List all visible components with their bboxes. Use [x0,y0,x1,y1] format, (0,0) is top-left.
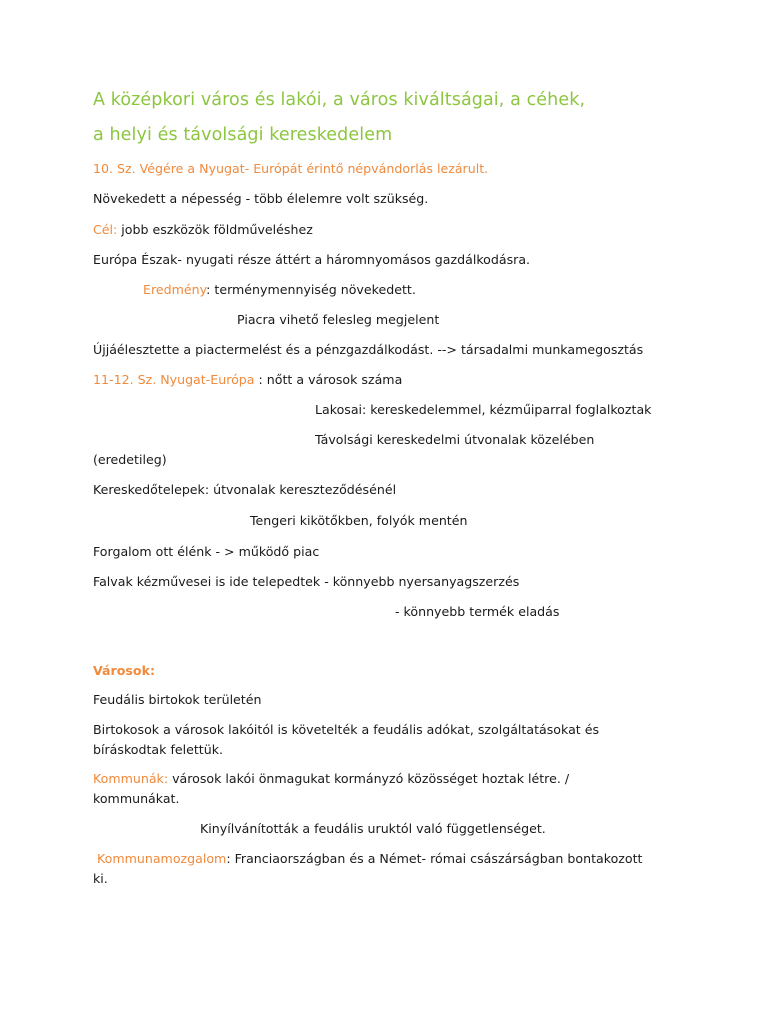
title-line-2: a helyi és távolsági kereskedelem [93,125,393,145]
text-line: ki. [93,871,108,886]
label-kommunamozgalom: Kommunamozgalom [97,851,227,866]
text-span: városok lakói önmagukat kormányzó közösséget hoztak létre. / [168,771,570,786]
label-century: 11-12. Sz. Nyugat-Európa [93,372,255,387]
text-line: bíráskodtak felettük. [93,742,224,757]
text-line [93,769,569,789]
text-line: Távolsági kereskedelmi útvonalak közelében [315,432,595,447]
text-span: : nőtt a városok száma [254,372,403,387]
label-eredmeny: Eredmény [143,282,207,297]
text-line: Újjáélesztette a piactermelést és a pénzgazdálkodást. --> társadalmi munkamegosztás [93,342,644,357]
text-line [97,849,643,869]
text-line: Falvak kézművesei is ide telepedtek - könnyebb nyersanyagszerzés [93,574,520,589]
text-span: jobb eszközök földműveléshez [117,222,313,237]
label-cel: Cél: [93,222,118,237]
text-line: Kereskedőtelepek: útvonalak kereszteződésénél [93,482,397,497]
text-line: Növekedett a népesség - több élelemre volt szükség. [93,191,429,206]
text-line: Európa Észak- nyugati része áttért a háromnyomásos gazdálkodásra. [93,252,531,267]
text-line: Piacra vihető felesleg megjelent [237,312,440,327]
text-line: Feudális birtokok területén [93,692,262,707]
text-line: Lakosai: kereskedelemmel, kézműiparral foglalkoztak [315,402,652,417]
text-line: kommunákat. [93,791,180,806]
text-line: 10. Sz. Végére a Nyugat- Európát érintő népvándorlás lezárult. [93,161,489,176]
text-line: (eredetileg) [93,452,167,467]
text-span: : terménymennyiség növekedett. [206,282,416,297]
text-line: Birtokosok a városok lakóitól is követelték a feudális adókat, szolgáltatásokat és [93,722,600,737]
text-line: - könnyebb termék eladás [395,604,560,619]
section-heading-varosok: Városok: [93,663,155,678]
text-line: Tengeri kikötőkben, folyók mentén [250,513,468,528]
text-line [143,280,416,300]
text-line [93,370,402,390]
text-line: Kinyílvánították a feudális uruktól való függetlenséget. [200,821,546,836]
title-line-1: A középkori város és lakói, a város kiváltságai, a céhek, [93,90,586,110]
label-kommunak: Kommunák: [93,771,169,786]
text-line: Forgalom ott élénk - > működő piac [93,544,320,559]
text-line [93,220,313,240]
text-span: : Franciaországban és a Német- római császárságban bontakozott [226,851,643,866]
